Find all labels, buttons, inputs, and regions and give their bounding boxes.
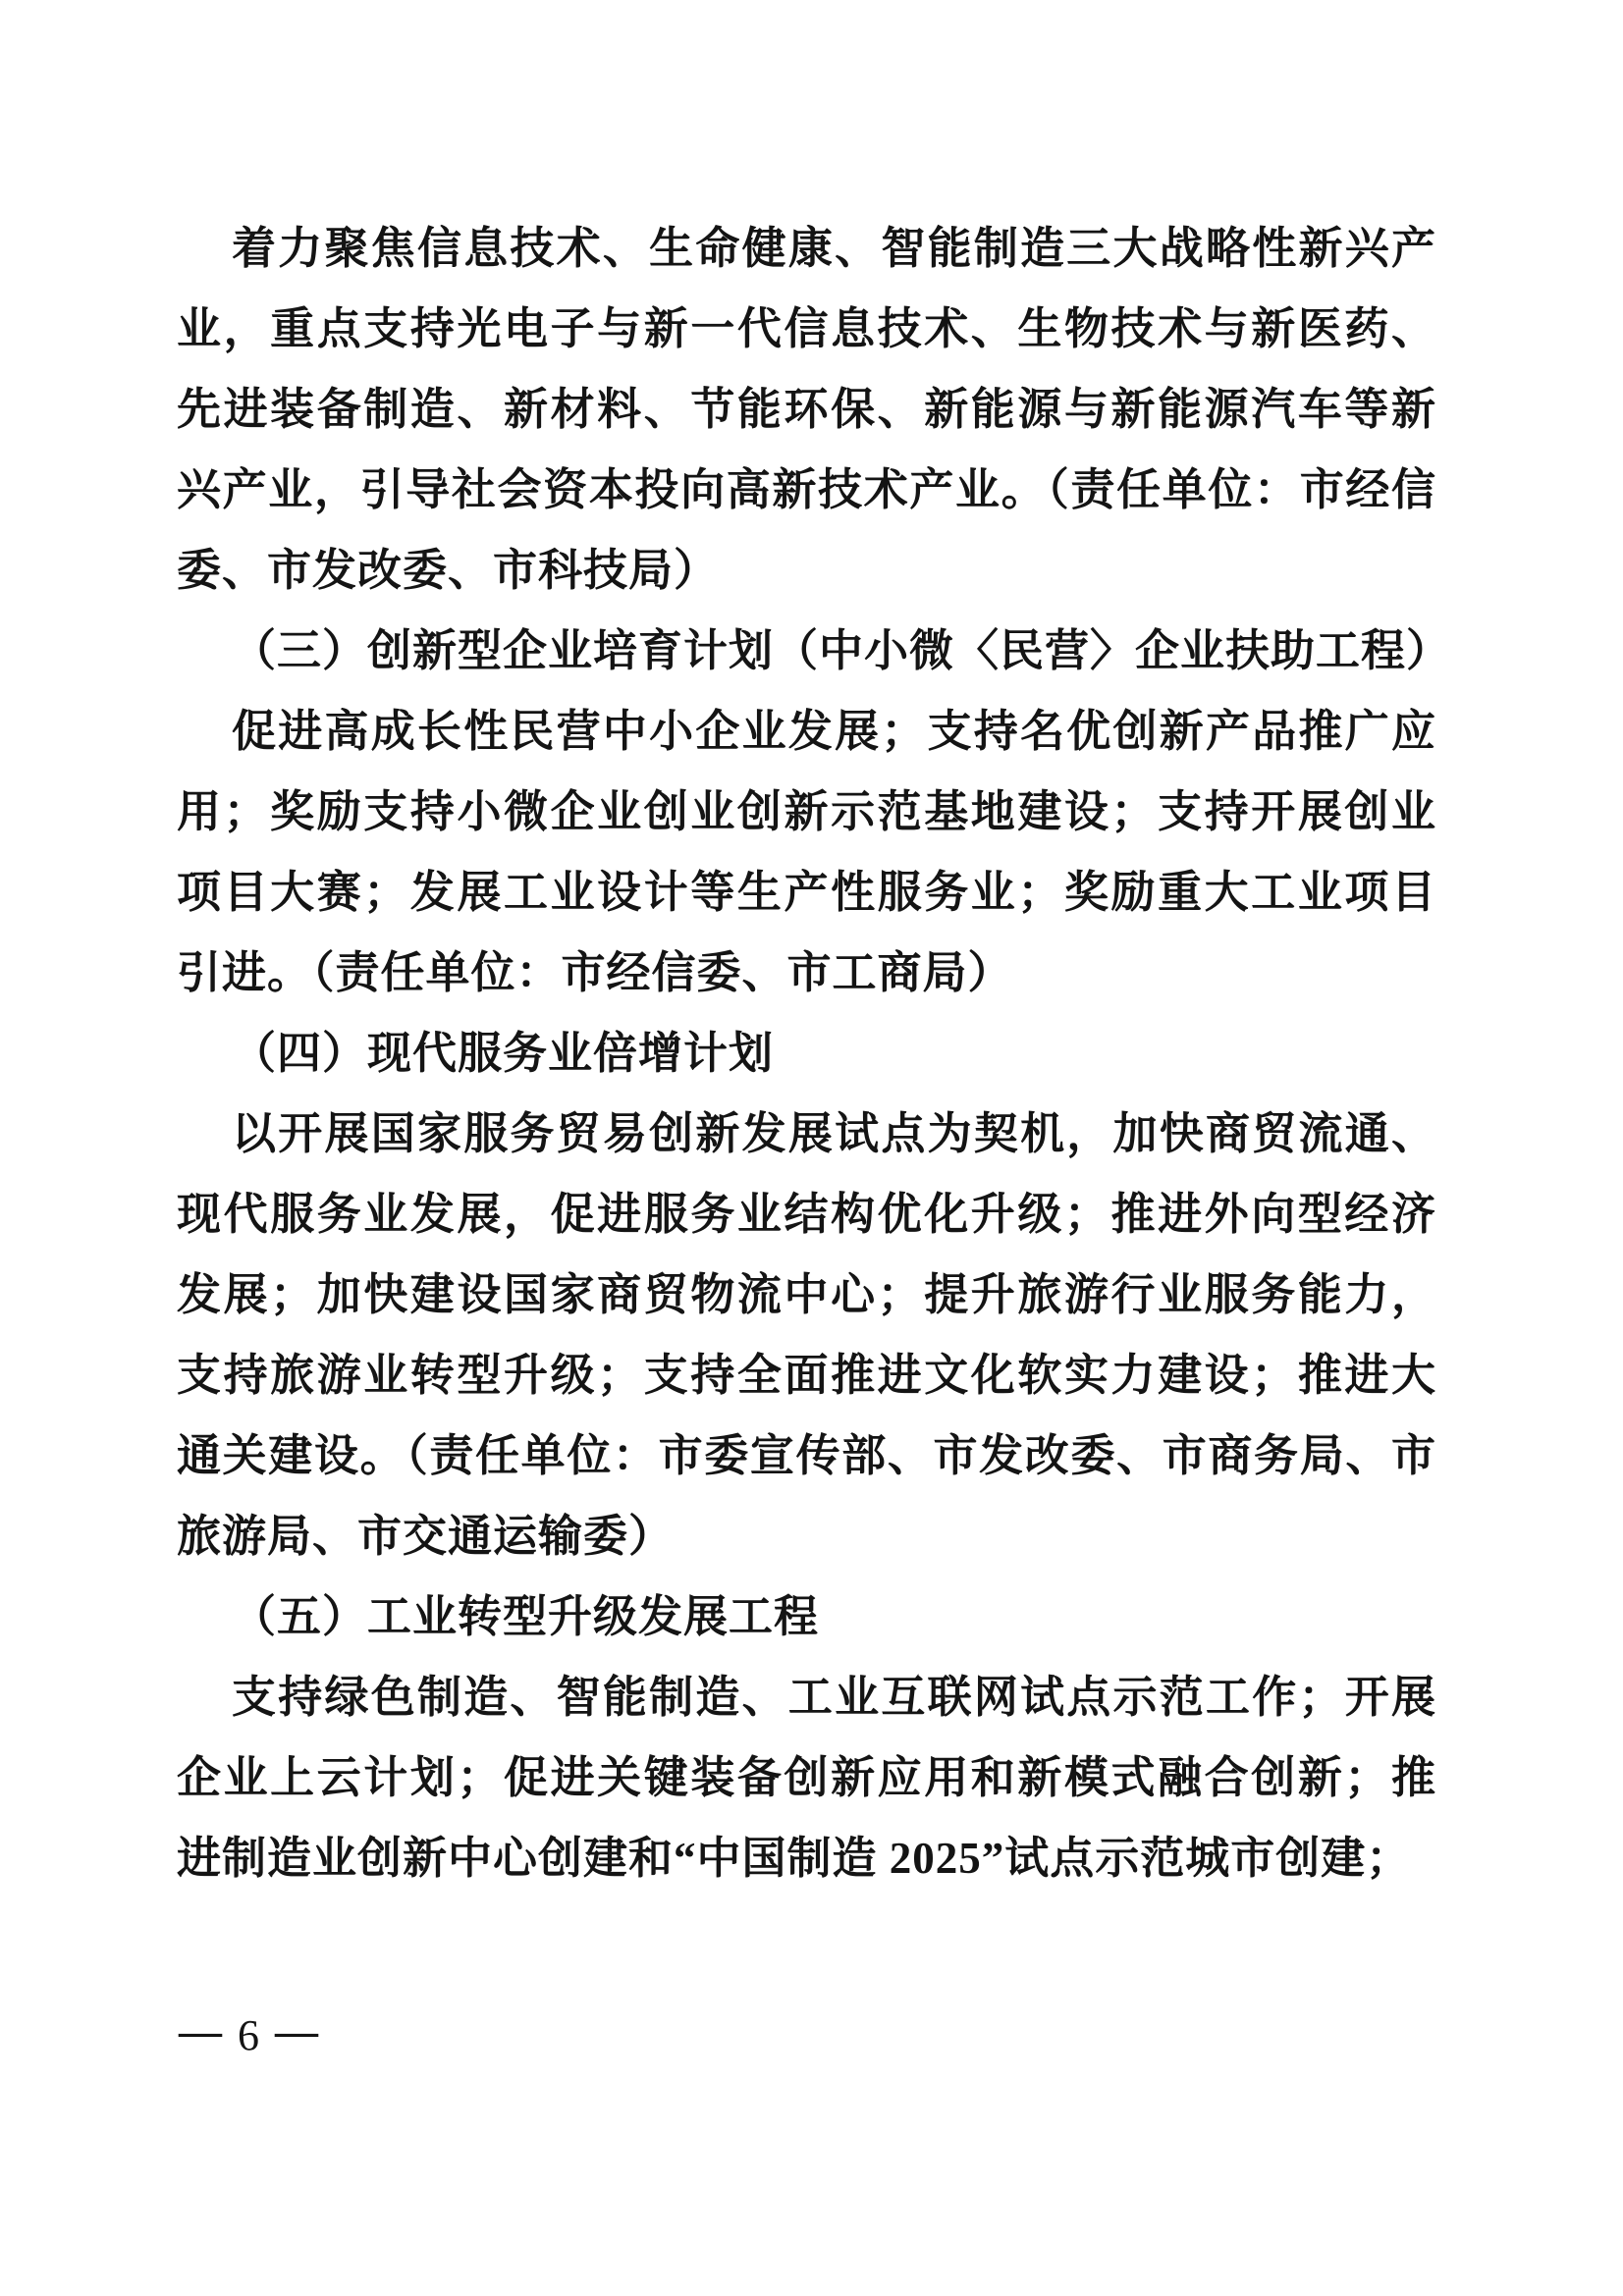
section-heading-5: （五）工业转型升级发展工程	[232, 1592, 820, 1641]
section-heading-4: （四）现代服务业倍增计划	[232, 1029, 775, 1078]
paragraph: 以开展国家服务贸易创新发展试点为契机，加快商贸流通、现代服务业发展，促进服务业结构优化升级；推进外向型经济发展；加快建设国家商贸物流中心；提升旅游行业服务能力，支持旅游业转型升级；支持全面推进文化软实力建设；推进大通关建设。（责任单位：市委宣传部、市发改委、市商务局、市旅游局、市交通运输委）	[177, 1109, 1436, 1561]
footer-left-dash: —	[179, 2007, 224, 2056]
paragraph: 着力聚焦信息技术、生命健康、智能制造三大战略性新兴产业，重点支持光电子与新一代信息技术、生物技术与新医药、先进装备制造、新材料、节能环保、新能源与新能源汽车等新兴产业，引导社会资本投向高新技术产业。（责任单位：市经信委、市发改委、市科技局）	[177, 224, 1436, 595]
paragraph: 支持绿色制造、智能制造、工业互联网试点示范工作；开展企业上云计划；促进关键装备创新应用和新模式融合创新；推进制造业创新中心创建和“中国制造 2025”试点示范城市创建；	[177, 1673, 1436, 1883]
document-body	[177, 208, 1452, 1898]
section-heading-3: （三）创新型企业培育计划（中小微〈民营〉企业扶助工程）	[232, 626, 1452, 675]
page-footer	[179, 2007, 320, 2060]
paragraph: 促进高成长性民营中小企业发展；支持名优创新产品推广应用；奖励支持小微企业创业创新示范基地建设；支持开展创业项目大赛；发展工业设计等生产性服务业；奖励重大工业项目引进。（责任单位：市经信委、市工商局）	[177, 707, 1436, 997]
footer-right-dash: —	[275, 2007, 320, 2056]
page-number: 6	[238, 2011, 261, 2059]
